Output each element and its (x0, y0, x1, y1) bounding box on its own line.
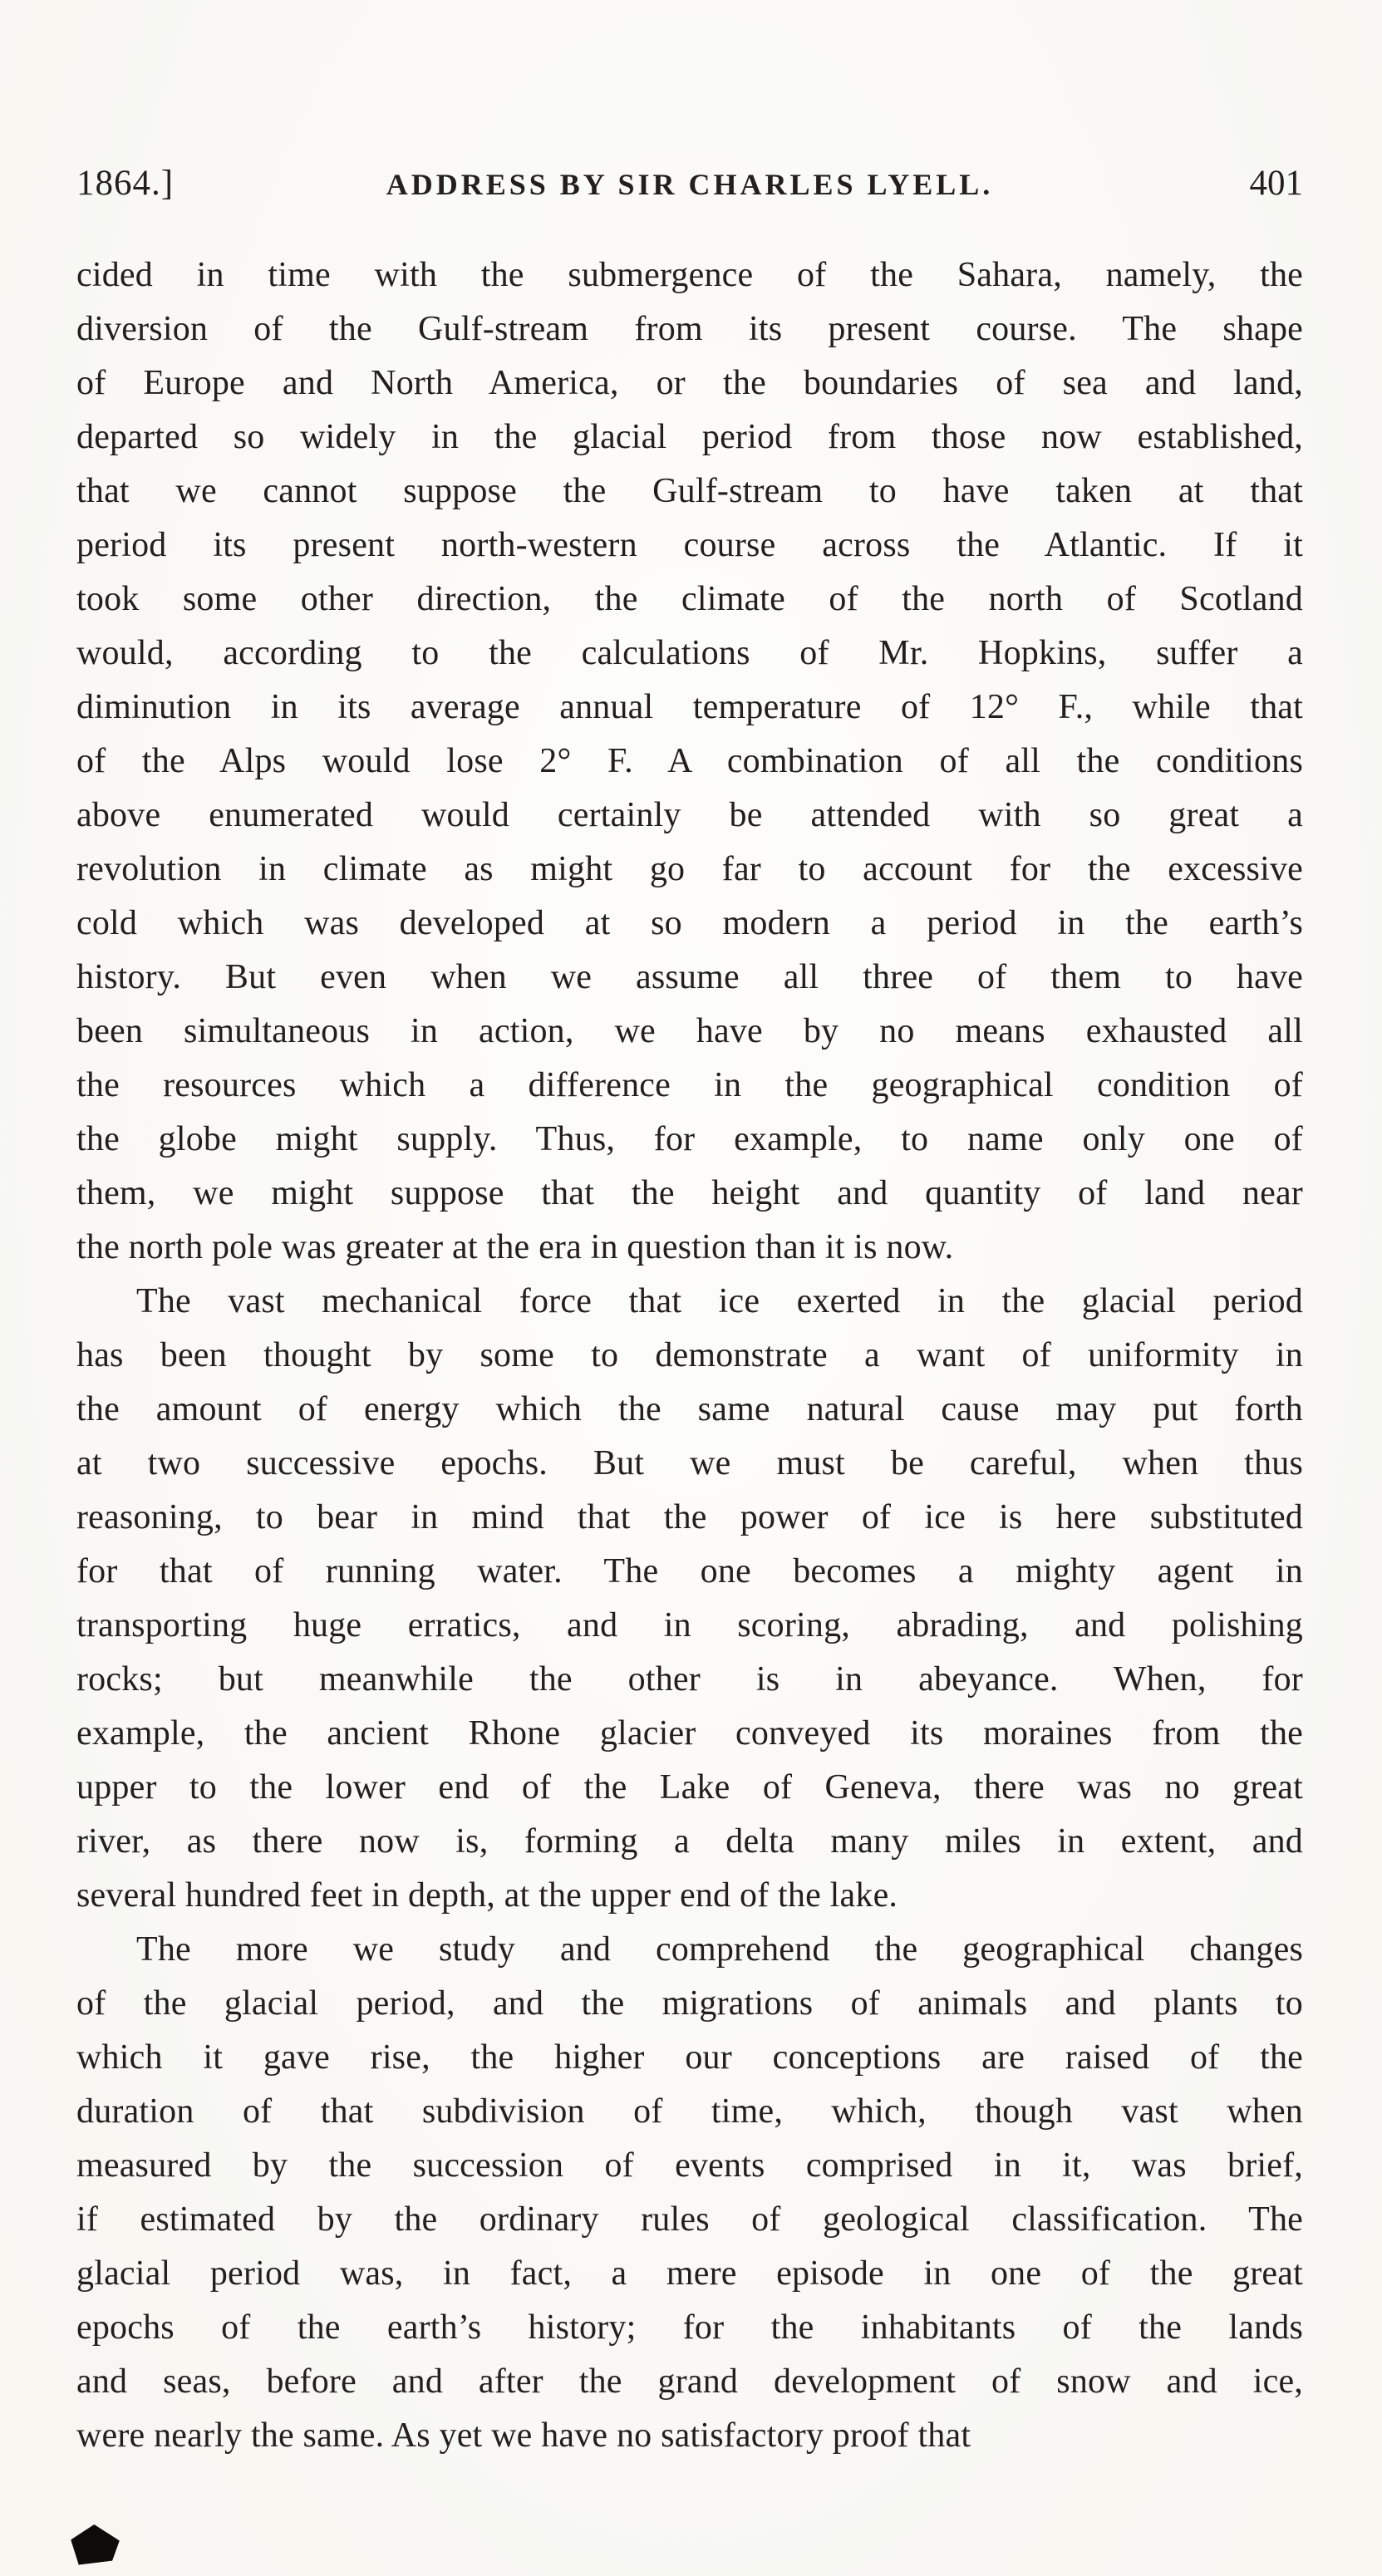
text-line: rocks; but meanwhile the other is in abeyance. When, for (76, 1660, 1303, 1698)
text-line: departed so widely in the glacial period from those now established, (76, 418, 1303, 456)
text-line: history. But even when we assume all three of them to have (76, 958, 1303, 996)
text-line: of the glacial period, and the migrations of animals and plants to (76, 1984, 1303, 2023)
text-line: measured by the succession of events comprised in it, was brief, (76, 2146, 1303, 2185)
scan-artifact (69, 2522, 121, 2566)
text-line: period its present north-western course across the Atlantic. If it (76, 526, 1303, 564)
text-line: epochs of the earth’s history; for the inhabitants of the lands (76, 2308, 1303, 2347)
text-line: the globe might supply. Thus, for example, to name only one of (76, 1120, 1303, 1158)
text-line: The more we study and comprehend the geographical changes (136, 1930, 1303, 1969)
text-line: several hundred feet in depth, at the upper end of the lake. (76, 1876, 898, 1915)
text-line: revolution in climate as might go far to account for the excessive (76, 850, 1303, 888)
text-line: which it gave rise, the higher our conceptions are raised of the (76, 2038, 1303, 2077)
text-line: has been thought by some to demonstrate a want of uniformity in (76, 1336, 1303, 1374)
text-line: that we cannot suppose the Gulf-stream to have taken at that (76, 472, 1303, 510)
text-line: took some other direction, the climate of the north of Scotland (76, 580, 1303, 618)
page-header (76, 163, 1303, 204)
text-line: transporting huge erratics, and in scoring, abrading, and polishing (76, 1606, 1303, 1644)
text-line: duration of that subdivision of time, which, though vast when (76, 2092, 1303, 2131)
text-line: cold which was developed at so modern a period in the earth’s (76, 904, 1303, 942)
text-line: reasoning, to bear in mind that the power of ice is here substituted (76, 1498, 1303, 1536)
text-line: glacial period was, in fact, a mere episode in one of the great (76, 2254, 1303, 2293)
text-line: the resources which a difference in the geographical condition of (76, 1066, 1303, 1104)
text-line: of Europe and North America, or the boundaries of sea and land, (76, 364, 1303, 402)
text-line: were nearly the same. As yet we have no satisfactory proof that (76, 2416, 971, 2455)
text-line: if estimated by the ordinary rules of geological classification. The (76, 2200, 1303, 2239)
text-line: of the Alps would lose 2° F. A combination of all the conditions (76, 742, 1303, 780)
text-line: above enumerated would certainly be attended with so great a (76, 796, 1303, 834)
text-line: for that of running water. The one becomes a mighty agent in (76, 1552, 1303, 1590)
text-line: been simultaneous in action, we have by no means exhausted all (76, 1012, 1303, 1050)
text-line: at two successive epochs. But we must be careful, when thus (76, 1444, 1303, 1482)
header-year: 1864.] (76, 164, 175, 203)
text-line: the amount of energy which the same natural cause may put forth (76, 1390, 1303, 1428)
text-line: the north pole was greater at the era in question than it is now. (76, 1228, 954, 1266)
text-line: river, as there now is, forming a delta many miles in extent, and (76, 1822, 1303, 1861)
header-page-number: 401 (1249, 164, 1303, 203)
text-line: diminution in its average annual temperature of 12° F., while that (76, 688, 1303, 726)
text-line: would, according to the calculations of Mr. Hopkins, suffer a (76, 634, 1303, 672)
text-line: them, we might suppose that the height and quantity of land near (76, 1174, 1303, 1212)
text-line: upper to the lower end of the Lake of Geneva, there was no great (76, 1768, 1303, 1807)
text-line: diversion of the Gulf-stream from its present course. The shape (76, 310, 1303, 348)
header-title: ADDRESS BY SIR CHARLES LYELL. (386, 168, 994, 201)
text-line: The vast mechanical force that ice exerted in the glacial period (136, 1282, 1303, 1320)
text-line: and seas, before and after the grand development of snow and ice, (76, 2362, 1303, 2401)
text-line: example, the ancient Rhone glacier conveyed its moraines from the (76, 1714, 1303, 1753)
text-line: cided in time with the submergence of the Sahara, namely, the (76, 256, 1303, 294)
page-body (76, 248, 1303, 2463)
